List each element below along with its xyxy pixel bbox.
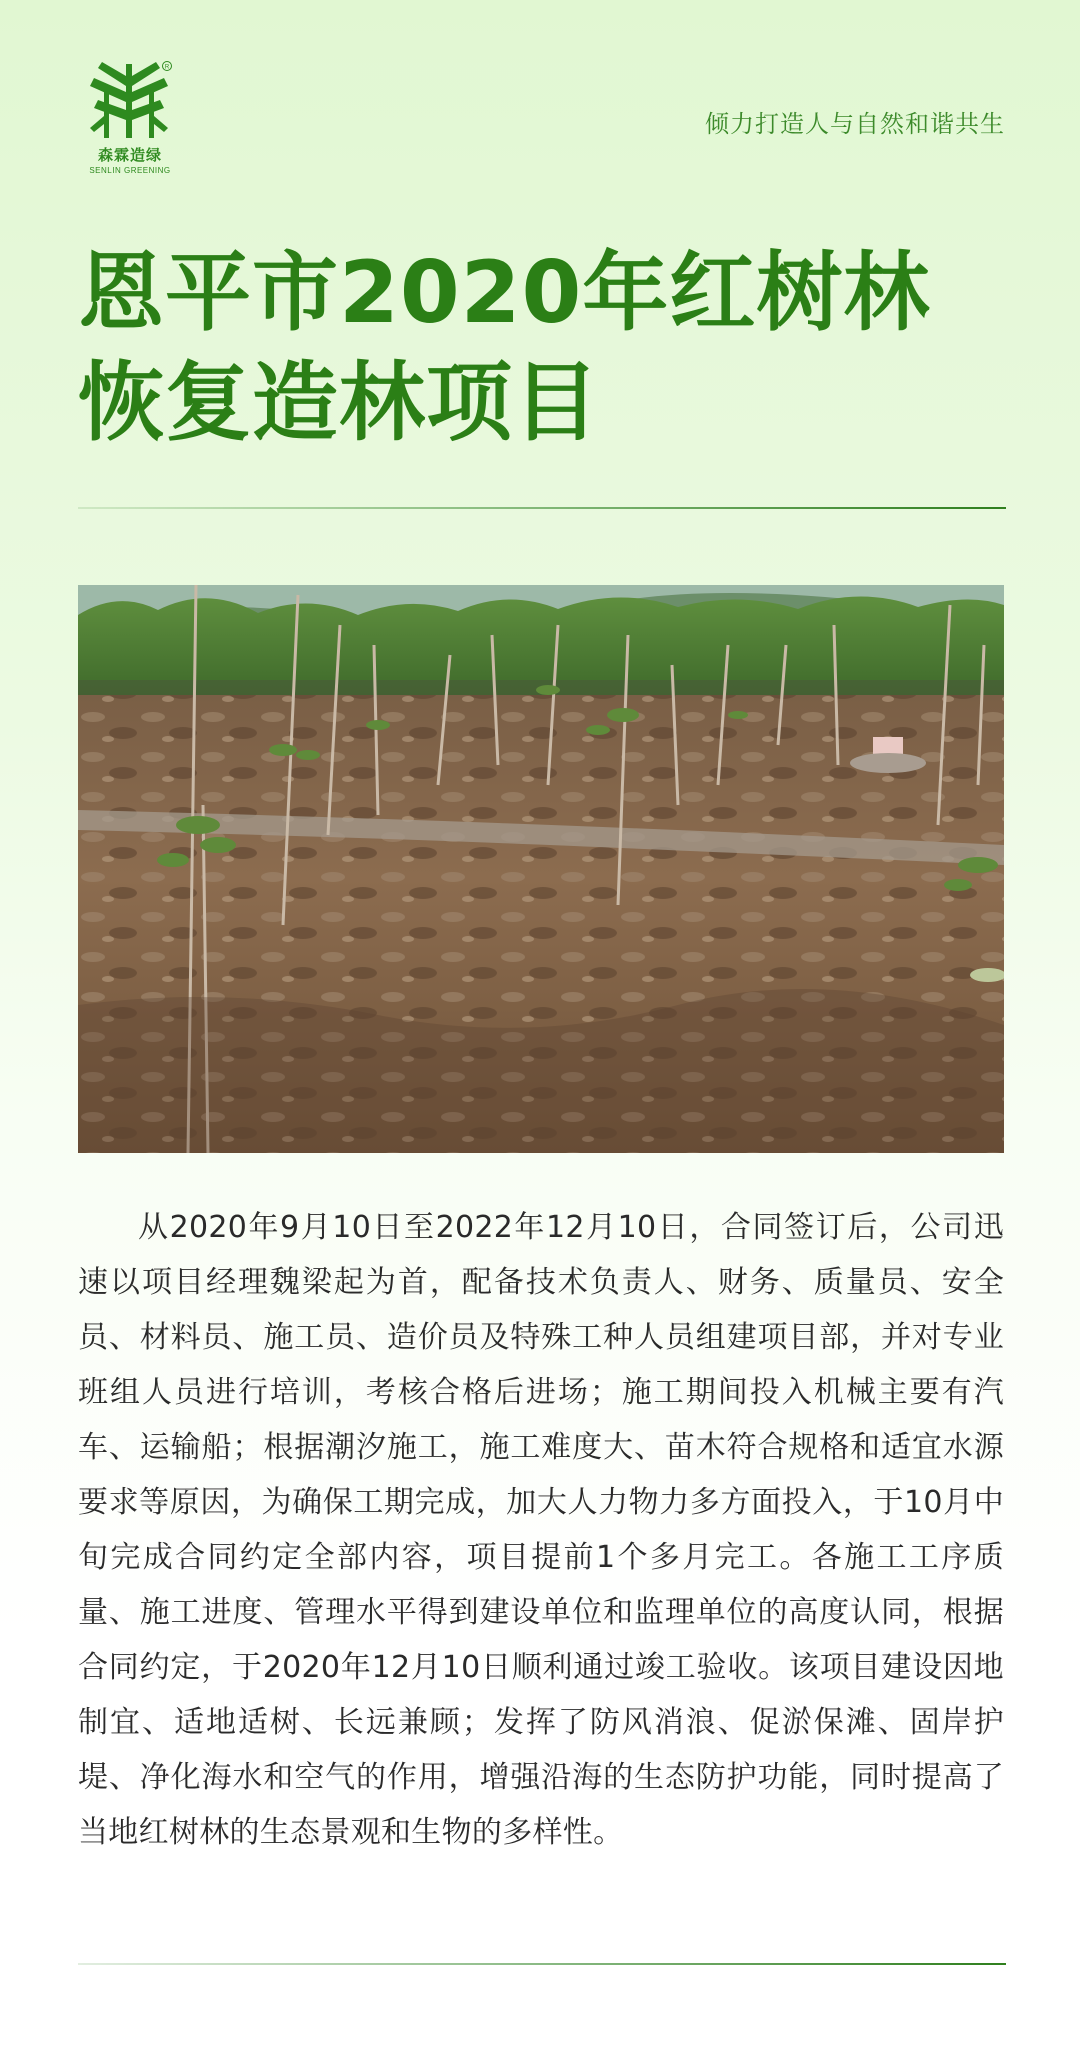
page-title-line-1: 恩平市2020年红树林 [78,243,931,343]
page-title [78,238,1018,458]
article-body: 从2020年9月10日至2022年12月10日，合同签订后，公司迅速以项目经理魏梁起为首，配备技术负责人、财务、质量员、安全员、材料员、施工员、造价员及特殊工种人员组建项目部，并对专业班组人员进行培训，考核合格后进场；施工期间投入机械主要有汽车、运输船；根据潮汐施工，施工难度大、苗木符合规格和适宜水源要求等原因，为确保工期完成，加大人力物力多方面投入，于10月中旬完成合同约定全部内容，项目提前1个多月完工。各施工工序质量、施工进度、管理水平得到建设单位和监理单位的高度认同，根据合同约定，于2020年12月10日顺利通过竣工验收。该项目建设因地制宜、适地适树、长远兼顾；发挥了防风消浪、促淤保滩、固岸护堤、净化海水和空气的作用，增强沿海的生态防护功能，同时提高了当地红树林的生态景观和生物的多样性。 [78,1210,1004,1850]
divider-bottom [78,1963,1006,1965]
divider-top [78,507,1006,509]
forest-tree-logo-icon [78,56,182,142]
brand-logo [78,56,188,181]
slogan: 倾力打造人与自然和谐共生 [705,110,1005,138]
logo-name-en: SENLIN GREENING [89,166,171,175]
logo-name-cn: 森霖造绿 [97,146,162,164]
page-title-line-2: 恢复造林项目 [78,353,600,453]
svg-text:R: R [164,64,170,71]
project-site-photo [78,585,1004,1153]
